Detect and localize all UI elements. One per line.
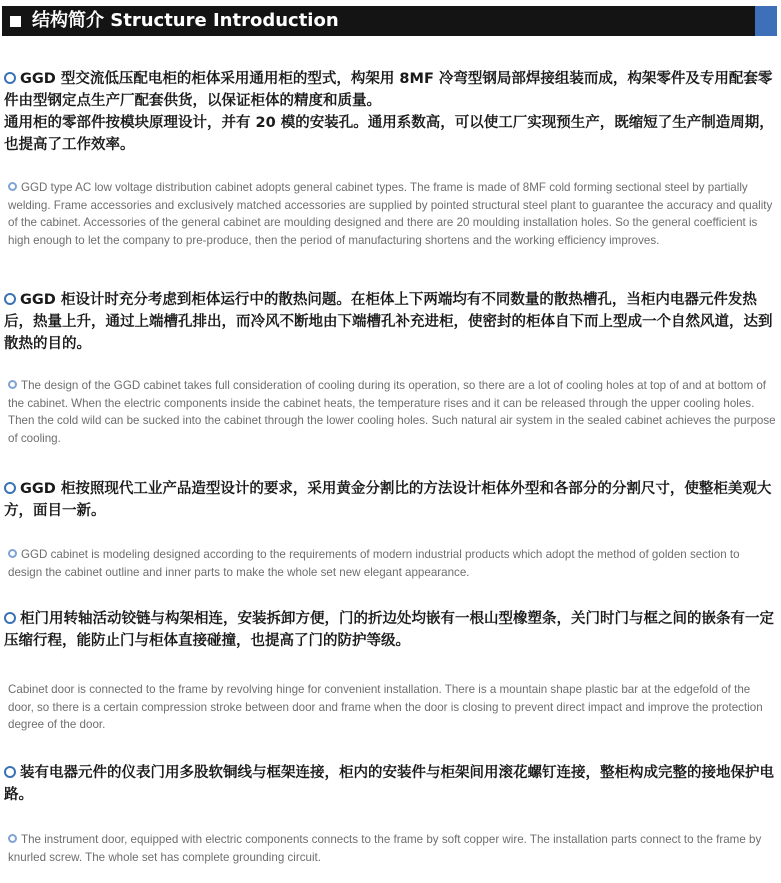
paragraph-zh-text: GGD 柜按照现代工业产品造型设计的要求，采用黄金分割比的方法设计柜体外型和各部分的分割尺寸，使整柜美观大方，面目一新。 [4, 481, 772, 519]
bullet-circle-icon [4, 612, 16, 624]
bullet-circle-icon [4, 482, 16, 494]
bullet-circle-icon [8, 380, 17, 389]
paragraph-zh-text: 通用柜的零部件按模块原理设计，并有 20 模的安装孔。通用系数高，可以使工厂实现预生产，既缩短了生产制造周期，也提高了工作效率。 [4, 115, 774, 153]
paragraph-zh-text: 装有电器元件的仪表门用多股软铜线与框架连接，柜内的安装件与柜架间用滚花螺钉连接，整柜构成完整的接地保护电路。 [4, 765, 774, 803]
paragraph-en [8, 681, 776, 734]
paragraph-zh [4, 608, 776, 652]
square-bullet-icon [10, 16, 21, 27]
paragraph-zh-text: GGD 型交流低压配电柜的柜体采用通用柜的型式，构架用 8MF 冷弯型钢局部焊接组装而成，构架零件及专用配套零件由型钢定点生产厂配套供货，以保证柜体的精度和质量。 [4, 71, 773, 109]
paragraph-en [8, 179, 776, 249]
bullet-circle-icon [8, 549, 17, 558]
paragraph-en-text: GGD type AC low voltage distribution cabinet adopts general cabinet types. The frame is made of 8MF cold forming sectional steel by partially welding. Frame accessories and exclusively matched accessories are supplied by pointed structural steel plant to guarantee the accuracy and quality of the cabinet. Accessories of the general cabinet are moulding designed and there are 20 moulding installation holes. So the general coefficient is high enough to let the company to pre-produce, then the period of manufacturing shortens and the working efficiency improves. [8, 181, 773, 247]
paragraph-en [8, 546, 776, 581]
paragraph-en-text: The design of the GGD cabinet takes full consideration of cooling during its operation, so there are a lot of cooling holes at top of and at bottom of the cabinet. When the electric components inside the cabinet heats, the temperature rises and it can be released through the upper cooling holes. Then the cold wild can be sucked into the cabinet through the lower cooling holes. Such natural air system in the sealed cabinet achieves the purpose of cooling. [8, 379, 776, 445]
paragraph-en-text: Cabinet door is connected to the frame by revolving hinge for convenient installation. There is a mountain shape plastic bar at the edgefold of the door, so there is a certain compression stroke between door and frame when the door is closing to prevent direct impact and improve the protection degree of the door. [8, 683, 763, 731]
paragraph-zh [4, 478, 776, 522]
paragraph-en-text: The instrument door, equipped with electric components connects to the frame by soft copper wire. The installation parts connect to the frame by knurled screw. The whole set has complete grounding circuit. [8, 833, 762, 864]
paragraph-zh [4, 68, 776, 156]
bullet-circle-icon [4, 72, 16, 84]
bullet-circle-icon [4, 766, 16, 778]
bullet-circle-icon [8, 834, 17, 843]
paragraph-en [8, 831, 776, 866]
paragraph-zh-text: GGD 柜设计时充分考虑到柜体运行中的散热问题。在柜体上下两端均有不同数量的散热槽孔，当柜内电器元件发热后，热量上升，通过上端槽孔排出，而冷风不断地由下端槽孔补充进柜，使密封的柜体自下而上型成一个自然风道，达到散热的目的。 [4, 292, 773, 352]
bullet-circle-icon [8, 182, 17, 191]
paragraph-zh-text: 柜门用转轴活动铰链与构架相连，安装拆卸方便，门的折边处均嵌有一根山型橡塑条，关门时门与框之间的嵌条有一定压缩行程，能防止门与柜体直接碰撞，也提高了门的防护等级。 [4, 611, 774, 649]
paragraph-zh [4, 289, 776, 355]
section-header [2, 6, 777, 36]
paragraph-zh [4, 762, 776, 806]
section-title: 结构简介 Structure Introduction [32, 10, 339, 31]
paragraph-en [8, 377, 776, 447]
header-accent-block [755, 6, 777, 36]
paragraph-en-text: GGD cabinet is modeling designed according to the requirements of modern industrial products which adopt the method of golden section to design the cabinet outline and inner parts to make the whole set new elegant appearance. [8, 548, 740, 579]
bullet-circle-icon [4, 293, 16, 305]
